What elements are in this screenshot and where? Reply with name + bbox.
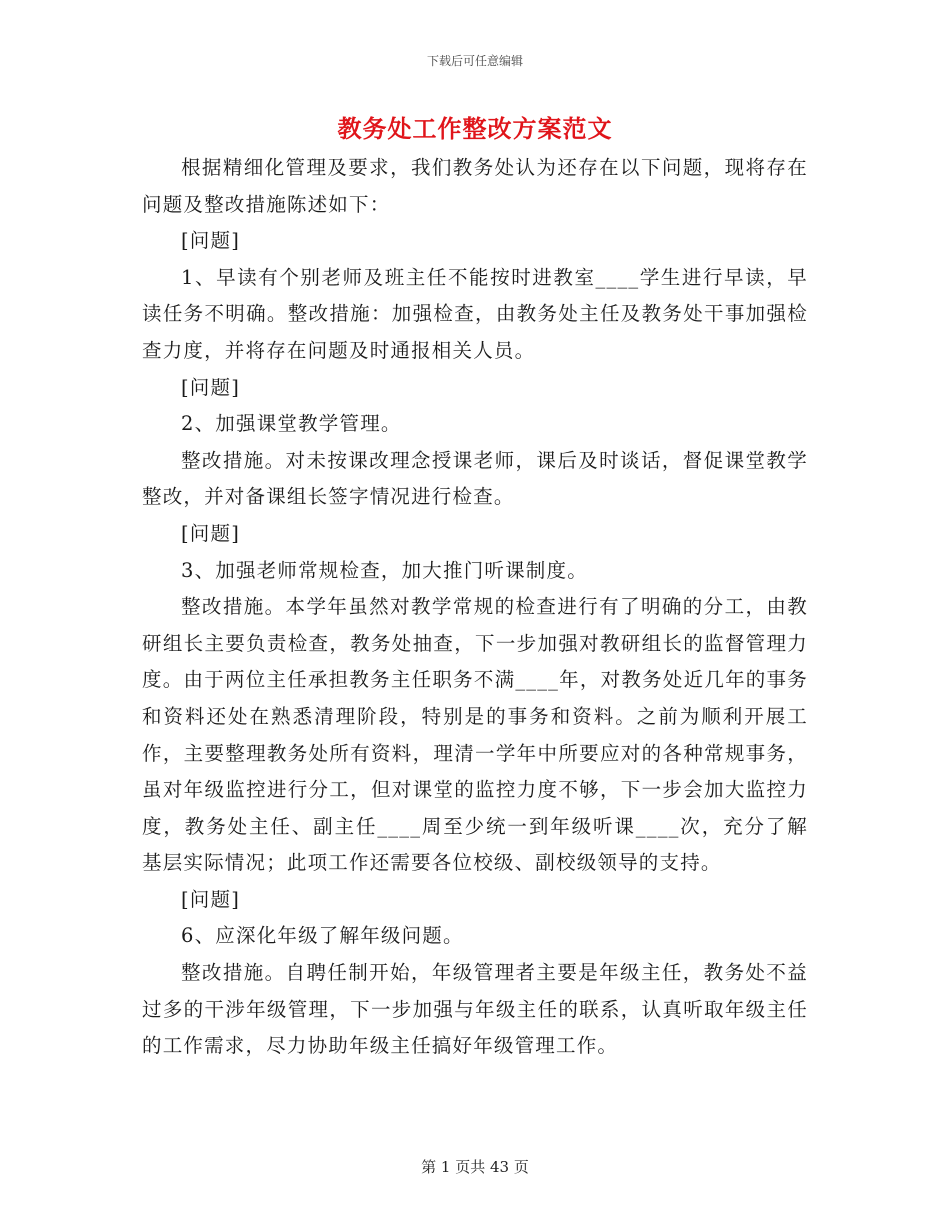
paragraph-intro: 根据精细化管理及要求，我们教务处认为还存在以下问题，现将存在问题及整改措施陈述如下： — [142, 156, 808, 216]
paragraph-measure-3: 整改措施。本学年虽然对教学常规的检查进行有了明确的分工，由教研组长主要负责检查，教务处抽查，下一步加强对教研组长的监督管理力度。由于两位主任承担教务主任职务不满____年，对教务处近几年的事务和资料还处在熟悉清理阶段，特别是的事务和资料。之前为顺利开展工作，主要整理教务处所有资料，理清一学年中所要应对的各种常规事务，虽对年级监控进行分工，但对课堂的监控力度不够，下一步会加大监控力度，教务处主任、副主任____周至少统一到年级听课____次，充分了解基层实际情况；此项工作还需要各位校级、副校级领导的支持。 — [142, 595, 808, 875]
paragraph-problem-heading: [问题] — [181, 229, 241, 253]
paragraph-problem-3: 3、加强老师常规检查，加大推门听课制度。 — [181, 558, 588, 582]
paragraph-problem-heading: [问题] — [181, 521, 241, 545]
document-title: 教务处工作整改方案范文 — [337, 114, 613, 143]
paragraph-measure-2: 整改措施。对未按课改理念授课老师，课后及时谈话，督促课堂教学整改，并对备课组长签字情况进行检查。 — [142, 448, 808, 509]
paragraph-problem-6: 6、应深化年级了解年级问题。 — [181, 924, 464, 948]
paragraph-problem-2: 2、加强课堂教学管理。 — [181, 412, 402, 436]
paragraph-problem-heading: [问题] — [181, 887, 241, 911]
header-note: 下载后可任意编辑 — [426, 54, 523, 68]
paragraph-measure-6: 整改措施。自聘任制开始，年级管理者主要是年级主任，教务处不益过多的干涉年级管理，下一步加强与年级主任的联系，认真听取年级主任的工作需求，尽力协助年级主任搞好年级管理工作。 — [142, 961, 808, 1058]
paragraph-problem-1: 1、早读有个别老师及班主任不能按时进教室____学生进行早读，早读任务不明确。整改措施：加强检查，由教务处主任及教务处干事加强检查力度，并将存在问题及时通报相关人员。 — [142, 265, 808, 362]
paragraph-problem-heading: [问题] — [181, 375, 241, 399]
document-body — [142, 150, 808, 1065]
page-footer: 第 1 页共 43 页 — [421, 1158, 529, 1176]
